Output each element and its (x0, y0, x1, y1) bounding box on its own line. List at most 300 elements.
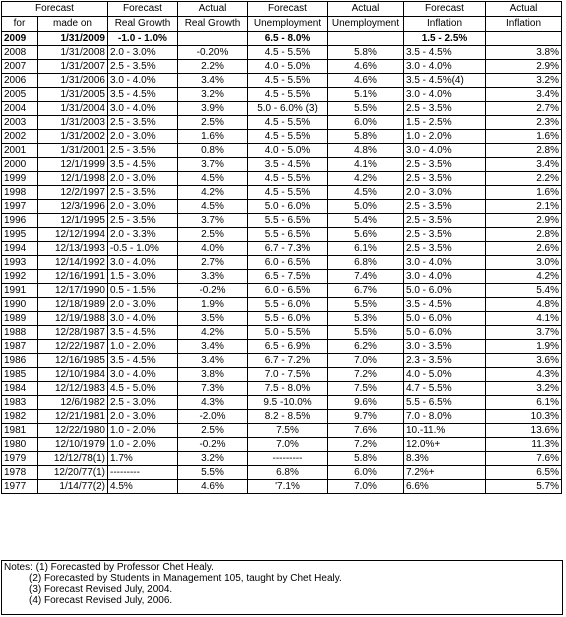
cell-forecast-unemployment: 4.5 - 5.5% (248, 46, 328, 60)
cell-forecast-real-growth: 3.0 - 4.0% (108, 368, 178, 382)
cell-year: 1989 (2, 312, 38, 326)
header-for: for (2, 17, 38, 32)
cell-made-on: 12/12/1983 (38, 382, 108, 396)
cell-made-on: 1/31/2008 (38, 46, 108, 60)
cell-forecast-real-growth: 3.5 - 4.5% (108, 354, 178, 368)
cell-forecast-unemployment: 6.7 - 7.2% (248, 354, 328, 368)
cell-forecast-inflation: 7.0 - 8.0% (404, 410, 486, 424)
cell-actual-real-growth: 3.7% (178, 214, 248, 228)
cell-made-on: 1/14/77(2) (38, 480, 108, 494)
cell-forecast-inflation: 2.0 - 3.0% (404, 186, 486, 200)
cell-actual-real-growth: 3.4% (178, 340, 248, 354)
table-row (2, 396, 562, 410)
cell-actual-real-growth: 2.5% (178, 116, 248, 130)
cell-forecast-unemployment: 6.8% (248, 466, 328, 480)
cell-forecast-unemployment: 6.7 - 7.3% (248, 242, 328, 256)
cell-forecast-real-growth: 3.0 - 4.0% (108, 74, 178, 88)
cell-forecast-real-growth: 2.5 - 3.0% (108, 396, 178, 410)
cell-actual-unemployment: 7.5% (328, 382, 404, 396)
cell-forecast-unemployment: 4.5 - 5.5% (248, 130, 328, 144)
cell-year: 1993 (2, 256, 38, 270)
cell-actual-unemployment: 5.8% (328, 130, 404, 144)
cell-forecast-inflation: 2.5 - 3.5% (404, 228, 486, 242)
cell-actual-inflation: 2.2% (486, 172, 562, 186)
cell-forecast-inflation: 5.0 - 6.0% (404, 284, 486, 298)
cell-forecast-unemployment: 6.5 - 7.5% (248, 270, 328, 284)
cell-made-on: 12/2/1997 (38, 186, 108, 200)
cell-made-on: 12/12/1994 (38, 228, 108, 242)
cell-actual-unemployment: 6.2% (328, 340, 404, 354)
cell-year: 2002 (2, 130, 38, 144)
table-row (2, 410, 562, 424)
cell-actual-unemployment: 5.1% (328, 88, 404, 102)
cell-year: 1998 (2, 186, 38, 200)
cell-forecast-inflation: 3.0 - 4.0% (404, 144, 486, 158)
cell-forecast-real-growth: 2.5 - 3.5% (108, 144, 178, 158)
cell-year: 2001 (2, 144, 38, 158)
table-row (2, 130, 562, 144)
cell-made-on: 12/1/1999 (38, 158, 108, 172)
cell-forecast-unemployment: 6.5 - 8.0% (248, 32, 328, 46)
table-row (2, 242, 562, 256)
cell-forecast-real-growth: 1.0 - 2.0% (108, 424, 178, 438)
cell-year: 1992 (2, 270, 38, 284)
cell-forecast-unemployment: 5.5 - 6.0% (248, 298, 328, 312)
cell-year: 1979 (2, 452, 38, 466)
cell-actual-inflation: 3.2% (486, 74, 562, 88)
notes-box (1, 560, 563, 615)
cell-actual-unemployment: 4.5% (328, 186, 404, 200)
cell-actual-real-growth: 3.2% (178, 88, 248, 102)
cell-actual-unemployment: 5.4% (328, 214, 404, 228)
cell-made-on: 12/16/1985 (38, 354, 108, 368)
cell-forecast-unemployment: 6.0 - 6.5% (248, 256, 328, 270)
table-row (2, 284, 562, 298)
table-row (2, 32, 562, 46)
cell-made-on: 12/22/1980 (38, 424, 108, 438)
cell-made-on: 1/31/2002 (38, 130, 108, 144)
cell-actual-inflation (486, 32, 562, 46)
table-row (2, 200, 562, 214)
cell-made-on: 12/1/1995 (38, 214, 108, 228)
cell-actual-unemployment (328, 32, 404, 46)
cell-forecast-real-growth: 2.5 - 3.5% (108, 60, 178, 74)
cell-actual-real-growth: 2.2% (178, 60, 248, 74)
cell-forecast-unemployment: 4.0 - 5.0% (248, 144, 328, 158)
cell-made-on: 12/12/78(1) (38, 452, 108, 466)
cell-actual-unemployment: 6.8% (328, 256, 404, 270)
cell-forecast-real-growth: --------- (108, 466, 178, 480)
forecast-table (1, 1, 562, 494)
cell-forecast-real-growth: 2.0 - 3.0% (108, 46, 178, 60)
cell-actual-real-growth: 5.5% (178, 466, 248, 480)
cell-actual-unemployment: 5.6% (328, 228, 404, 242)
cell-year: 1999 (2, 172, 38, 186)
cell-forecast-real-growth: 3.5 - 4.5% (108, 326, 178, 340)
cell-year: 1988 (2, 326, 38, 340)
table-row (2, 270, 562, 284)
table-row (2, 116, 562, 130)
cell-forecast-real-growth: 3.0 - 4.0% (108, 312, 178, 326)
cell-forecast-inflation: 3.5 - 4.5%(4) (404, 74, 486, 88)
cell-forecast-inflation: 12.0%+ (404, 438, 486, 452)
cell-forecast-unemployment: '7.1% (248, 480, 328, 494)
cell-forecast-inflation: 3.5 - 4.5% (404, 46, 486, 60)
cell-actual-inflation: 10.3% (486, 410, 562, 424)
cell-actual-inflation: 3.4% (486, 158, 562, 172)
cell-forecast-real-growth: 4.5% (108, 480, 178, 494)
cell-year: 1980 (2, 438, 38, 452)
table-row (2, 326, 562, 340)
cell-actual-real-growth: 3.3% (178, 270, 248, 284)
cell-actual-real-growth: -0.2% (178, 438, 248, 452)
cell-made-on: 12/13/1993 (38, 242, 108, 256)
cell-actual-inflation: 4.2% (486, 270, 562, 284)
cell-made-on: 1/31/2005 (38, 88, 108, 102)
header-row-2 (2, 17, 562, 32)
cell-actual-unemployment: 5.0% (328, 200, 404, 214)
cell-forecast-real-growth: 2.0 - 3.0% (108, 298, 178, 312)
cell-forecast-inflation: 5.0 - 6.0% (404, 312, 486, 326)
cell-forecast-inflation: 2.5 - 3.5% (404, 200, 486, 214)
cell-forecast-real-growth: 2.0 - 3.0% (108, 410, 178, 424)
cell-actual-real-growth: 3.7% (178, 158, 248, 172)
cell-year: 1990 (2, 298, 38, 312)
note-line: (2) Forecasted by Students in Management 105, taught by Chet Healy. (29, 573, 342, 584)
cell-forecast-real-growth: 3.0 - 4.0% (108, 102, 178, 116)
table-row (2, 340, 562, 354)
table-row (2, 438, 562, 452)
cell-year: 1977 (2, 480, 38, 494)
cell-actual-real-growth: 4.2% (178, 326, 248, 340)
cell-actual-inflation: 5.7% (486, 480, 562, 494)
cell-forecast-inflation: 3.0 - 4.0% (404, 88, 486, 102)
cell-year: 2007 (2, 60, 38, 74)
cell-forecast-inflation: 3.0 - 3.5% (404, 340, 486, 354)
cell-forecast-real-growth: 4.5 - 5.0% (108, 382, 178, 396)
cell-forecast-unemployment: 4.5 - 5.5% (248, 172, 328, 186)
cell-forecast-unemployment: 5.0 - 5.5% (248, 326, 328, 340)
cell-forecast-inflation: 2.3 - 3.5% (404, 354, 486, 368)
cell-actual-real-growth: 3.2% (178, 452, 248, 466)
header-forecast-real-growth-1: Forecast (108, 2, 178, 17)
cell-actual-real-growth: 3.4% (178, 354, 248, 368)
cell-made-on: 12/28/1987 (38, 326, 108, 340)
cell-forecast-inflation: 1.5 - 2.5% (404, 116, 486, 130)
cell-forecast-unemployment: 9.5 -10.0% (248, 396, 328, 410)
cell-forecast-real-growth: 2.0 - 3.0% (108, 172, 178, 186)
header-made-on: made on (38, 17, 108, 32)
cell-actual-inflation: 3.7% (486, 326, 562, 340)
cell-forecast-real-growth: 2.0 - 3.0% (108, 130, 178, 144)
cell-actual-real-growth: 2.7% (178, 256, 248, 270)
cell-actual-unemployment: 4.2% (328, 172, 404, 186)
cell-actual-inflation: 4.8% (486, 298, 562, 312)
cell-actual-unemployment: 9.6% (328, 396, 404, 410)
cell-forecast-real-growth: 3.5 - 4.5% (108, 158, 178, 172)
cell-actual-real-growth: 0.8% (178, 144, 248, 158)
cell-actual-inflation: 2.7% (486, 102, 562, 116)
cell-made-on: 12/19/1988 (38, 312, 108, 326)
cell-forecast-real-growth: 1.0 - 2.0% (108, 340, 178, 354)
cell-actual-inflation: 3.4% (486, 88, 562, 102)
cell-made-on: 1/31/2007 (38, 60, 108, 74)
header-actual-unemployment-2: Unemployment (328, 17, 404, 32)
cell-forecast-real-growth: 2.0 - 3.3% (108, 228, 178, 242)
cell-actual-inflation: 2.8% (486, 228, 562, 242)
cell-made-on: 12/21/1981 (38, 410, 108, 424)
cell-actual-real-growth: 3.9% (178, 102, 248, 116)
cell-forecast-unemployment: 5.5 - 6.0% (248, 312, 328, 326)
cell-actual-inflation: 6.5% (486, 466, 562, 480)
cell-forecast-real-growth: 3.0 - 4.0% (108, 256, 178, 270)
cell-made-on: 1/31/2004 (38, 102, 108, 116)
cell-actual-inflation: 7.6% (486, 452, 562, 466)
cell-forecast-inflation: 3.0 - 4.0% (404, 60, 486, 74)
table-row (2, 466, 562, 480)
cell-made-on: 12/14/1992 (38, 256, 108, 270)
cell-actual-inflation: 2.6% (486, 242, 562, 256)
table-row (2, 74, 562, 88)
note-line: Notes: (1) Forecasted by Professor Chet Healy. (4, 562, 214, 573)
note-line: (4) Forecast Revised July, 2006. (29, 595, 173, 606)
cell-actual-inflation: 6.1% (486, 396, 562, 410)
table-row (2, 172, 562, 186)
cell-year: 1987 (2, 340, 38, 354)
cell-actual-inflation: 3.0% (486, 256, 562, 270)
cell-forecast-unemployment: 4.5 - 5.5% (248, 88, 328, 102)
cell-actual-real-growth: 4.0% (178, 242, 248, 256)
cell-year: 2008 (2, 46, 38, 60)
cell-actual-real-growth: 3.5% (178, 312, 248, 326)
cell-forecast-real-growth: 3.5 - 4.5% (108, 88, 178, 102)
cell-forecast-unemployment: 4.5 - 5.5% (248, 116, 328, 130)
cell-forecast-inflation: 4.7 - 5.5% (404, 382, 486, 396)
header-forecast-real-growth-2: Real Growth (108, 17, 178, 32)
cell-actual-unemployment: 6.7% (328, 284, 404, 298)
header-actual-inflation-2: Inflation (486, 17, 562, 32)
cell-year: 1991 (2, 284, 38, 298)
cell-actual-inflation: 5.4% (486, 284, 562, 298)
cell-forecast-unemployment: 5.5 - 6.5% (248, 228, 328, 242)
cell-forecast-real-growth: 2.5 - 3.5% (108, 214, 178, 228)
table-row (2, 214, 562, 228)
note-line: (3) Forecast Revised July, 2004. (29, 584, 173, 595)
cell-forecast-inflation: 2.5 - 3.5% (404, 102, 486, 116)
cell-actual-unemployment: 5.8% (328, 46, 404, 60)
cell-actual-real-growth: 4.2% (178, 186, 248, 200)
cell-actual-unemployment: 4.6% (328, 60, 404, 74)
cell-actual-real-growth: 1.9% (178, 298, 248, 312)
cell-forecast-unemployment: 7.0% (248, 438, 328, 452)
cell-actual-real-growth: 3.8% (178, 368, 248, 382)
cell-forecast-real-growth: 1.5 - 3.0% (108, 270, 178, 284)
cell-year: 1983 (2, 396, 38, 410)
cell-made-on: 12/20/77(1) (38, 466, 108, 480)
cell-forecast-inflation: 2.5 - 3.5% (404, 158, 486, 172)
cell-forecast-inflation: 3.0 - 4.0% (404, 270, 486, 284)
cell-forecast-unemployment: --------- (248, 452, 328, 466)
header-actual-unemployment-1: Actual (328, 2, 404, 17)
cell-forecast-unemployment: 4.5 - 5.5% (248, 74, 328, 88)
cell-forecast-inflation: 6.6% (404, 480, 486, 494)
cell-forecast-unemployment: 3.5 - 4.5% (248, 158, 328, 172)
cell-actual-unemployment: 6.0% (328, 116, 404, 130)
cell-actual-real-growth: 2.5% (178, 424, 248, 438)
header-forecast-inflation-1: Forecast (404, 2, 486, 17)
cell-actual-real-growth: 1.6% (178, 130, 248, 144)
cell-actual-unemployment: 6.0% (328, 466, 404, 480)
cell-actual-unemployment: 4.8% (328, 144, 404, 158)
table-row (2, 186, 562, 200)
table-row (2, 424, 562, 438)
cell-year: 1995 (2, 228, 38, 242)
cell-actual-unemployment: 5.5% (328, 102, 404, 116)
cell-made-on: 12/6/1982 (38, 396, 108, 410)
cell-forecast-real-growth: 2.5 - 3.5% (108, 186, 178, 200)
cell-made-on: 12/22/1987 (38, 340, 108, 354)
cell-actual-real-growth: 2.5% (178, 228, 248, 242)
cell-forecast-unemployment: 5.0 - 6.0% (248, 200, 328, 214)
cell-year: 1984 (2, 382, 38, 396)
cell-actual-inflation: 1.6% (486, 186, 562, 200)
cell-year: 1985 (2, 368, 38, 382)
header-row-1 (2, 2, 562, 17)
cell-forecast-real-growth: -1.0 - 1.0% (108, 32, 178, 46)
cell-actual-real-growth: 3.4% (178, 74, 248, 88)
cell-actual-inflation: 1.9% (486, 340, 562, 354)
cell-year: 2003 (2, 116, 38, 130)
cell-actual-real-growth: 4.5% (178, 172, 248, 186)
cell-made-on: 1/31/2006 (38, 74, 108, 88)
table-row (2, 144, 562, 158)
cell-year: 2009 (2, 32, 38, 46)
cell-actual-unemployment: 5.3% (328, 312, 404, 326)
cell-actual-real-growth: 4.6% (178, 480, 248, 494)
table-row (2, 46, 562, 60)
table-row (2, 256, 562, 270)
cell-year: 1994 (2, 242, 38, 256)
cell-actual-unemployment: 9.7% (328, 410, 404, 424)
header-forecast-unemployment-2: Unemployment (248, 17, 328, 32)
cell-forecast-real-growth: 1.0 - 2.0% (108, 438, 178, 452)
cell-forecast-unemployment: 4.5 - 5.5% (248, 186, 328, 200)
cell-actual-unemployment: 5.8% (328, 452, 404, 466)
cell-actual-real-growth: -0.20% (178, 46, 248, 60)
cell-year: 1986 (2, 354, 38, 368)
cell-actual-inflation: 4.1% (486, 312, 562, 326)
cell-actual-unemployment: 4.1% (328, 158, 404, 172)
cell-actual-unemployment: 7.4% (328, 270, 404, 284)
cell-actual-real-growth (178, 32, 248, 46)
cell-actual-unemployment: 5.5% (328, 298, 404, 312)
cell-actual-unemployment: 7.2% (328, 368, 404, 382)
cell-actual-unemployment: 6.1% (328, 242, 404, 256)
cell-forecast-unemployment: 4.0 - 5.0% (248, 60, 328, 74)
cell-actual-inflation: 13.6% (486, 424, 562, 438)
cell-year: 1982 (2, 410, 38, 424)
cell-actual-unemployment: 7.2% (328, 438, 404, 452)
cell-actual-unemployment: 7.0% (328, 354, 404, 368)
cell-actual-unemployment: 4.6% (328, 74, 404, 88)
table-row (2, 382, 562, 396)
cell-year: 2004 (2, 102, 38, 116)
header-forecast-inflation-2: Inflation (404, 17, 486, 32)
header-forecast-unemployment-1: Forecast (248, 2, 328, 17)
cell-forecast-unemployment: 8.2 - 8.5% (248, 410, 328, 424)
cell-actual-inflation: 1.6% (486, 130, 562, 144)
cell-actual-unemployment: 5.5% (328, 326, 404, 340)
cell-forecast-inflation: 10.-11.% (404, 424, 486, 438)
cell-actual-inflation: 3.6% (486, 354, 562, 368)
cell-forecast-real-growth: 1.7% (108, 452, 178, 466)
cell-year: 2005 (2, 88, 38, 102)
cell-forecast-inflation: 5.0 - 6.0% (404, 326, 486, 340)
cell-year: 1981 (2, 424, 38, 438)
cell-actual-real-growth: 7.3% (178, 382, 248, 396)
table-row (2, 102, 562, 116)
cell-actual-inflation: 4.3% (486, 368, 562, 382)
cell-made-on: 12/18/1989 (38, 298, 108, 312)
cell-made-on: 1/31/2003 (38, 116, 108, 130)
table-row (2, 312, 562, 326)
cell-actual-inflation: 3.8% (486, 46, 562, 60)
cell-forecast-unemployment: 5.5 - 6.5% (248, 214, 328, 228)
cell-actual-inflation: 2.3% (486, 116, 562, 130)
cell-year: 2006 (2, 74, 38, 88)
cell-made-on: 12/3/1996 (38, 200, 108, 214)
cell-forecast-real-growth: -0.5 - 1.0% (108, 242, 178, 256)
header-actual-real-growth-1: Actual (178, 2, 248, 17)
cell-forecast-real-growth: 2.5 - 3.5% (108, 116, 178, 130)
header-actual-inflation-1: Actual (486, 2, 562, 17)
cell-made-on: 12/10/1984 (38, 368, 108, 382)
header-forecast: Forecast (2, 2, 108, 17)
cell-forecast-inflation: 2.5 - 3.5% (404, 214, 486, 228)
cell-actual-unemployment: 7.6% (328, 424, 404, 438)
cell-actual-real-growth: -2.0% (178, 410, 248, 424)
cell-forecast-unemployment: 5.0 - 6.0% (3) (248, 102, 328, 116)
cell-forecast-unemployment: 7.5 - 8.0% (248, 382, 328, 396)
table-row (2, 228, 562, 242)
cell-made-on: 12/1/1998 (38, 172, 108, 186)
cell-made-on: 1/31/2001 (38, 144, 108, 158)
cell-forecast-inflation: 3.0 - 4.0% (404, 256, 486, 270)
cell-forecast-unemployment: 6.0 - 6.5% (248, 284, 328, 298)
cell-actual-inflation: 2.1% (486, 200, 562, 214)
cell-year: 1978 (2, 466, 38, 480)
table-row (2, 368, 562, 382)
cell-year: 1996 (2, 214, 38, 228)
cell-actual-inflation: 11.3% (486, 438, 562, 452)
cell-forecast-real-growth: 0.5 - 1.5% (108, 284, 178, 298)
cell-actual-real-growth: -0.2% (178, 284, 248, 298)
cell-forecast-inflation: 2.5 - 3.5% (404, 172, 486, 186)
cell-actual-real-growth: 4.5% (178, 200, 248, 214)
cell-forecast-unemployment: 6.5 - 6.9% (248, 340, 328, 354)
cell-forecast-inflation: 3.5 - 4.5% (404, 298, 486, 312)
table-row (2, 452, 562, 466)
cell-forecast-inflation: 1.5 - 2.5% (404, 32, 486, 46)
cell-forecast-unemployment: 7.0 - 7.5% (248, 368, 328, 382)
table-row (2, 298, 562, 312)
cell-actual-inflation: 2.8% (486, 144, 562, 158)
cell-forecast-unemployment: 7.5% (248, 424, 328, 438)
cell-actual-inflation: 2.9% (486, 60, 562, 74)
table-row (2, 354, 562, 368)
cell-actual-unemployment: 7.0% (328, 480, 404, 494)
cell-forecast-real-growth: 2.0 - 3.0% (108, 200, 178, 214)
